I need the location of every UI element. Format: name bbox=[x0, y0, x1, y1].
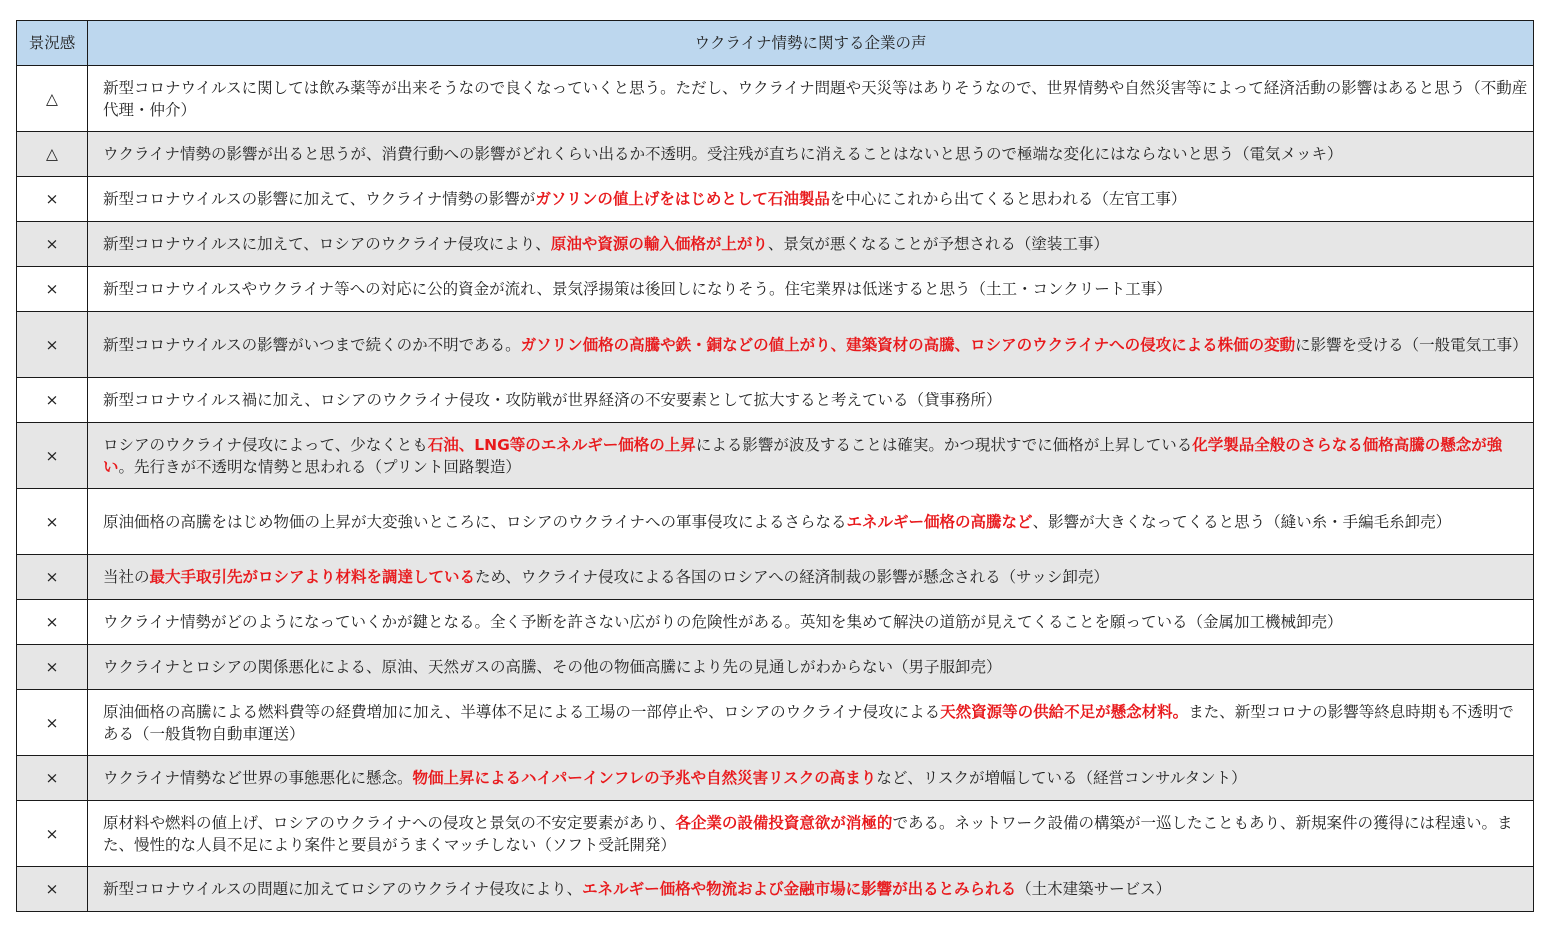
comment-cell bbox=[88, 423, 1534, 489]
table-row bbox=[17, 555, 1534, 600]
comment-cell bbox=[88, 600, 1534, 645]
comment-text: 新型コロナウイルスの影響に加えて、ウクライナ情勢の影響が bbox=[103, 190, 536, 208]
comment-text: 新型コロナウイルスやウクライナ等への対応に公的資金が流れ、景気浮揚策は後回しになりそう。住宅業界は低迷すると思う（土工・コンクリート工事） bbox=[103, 280, 1172, 298]
highlighted-text: 最大手取引先がロシアより材料を調達している bbox=[149, 568, 476, 586]
comment-text: 、景気が悪くなることが予想される（塗装工事） bbox=[767, 235, 1109, 253]
table-row bbox=[17, 132, 1534, 177]
comment-cell bbox=[88, 267, 1534, 312]
mood-mark: × bbox=[17, 489, 88, 555]
comment-cell bbox=[88, 690, 1534, 756]
comment-text: ロシアのウクライナ侵攻によって、少なくとも bbox=[103, 435, 428, 454]
table-row bbox=[17, 645, 1534, 690]
comment-text: 原油価格の高騰をはじめ物価の上昇が大変強いところに、ロシアのウクライナへの軍事侵攻によるさらなる bbox=[103, 512, 847, 531]
mood-mark: △ bbox=[17, 66, 88, 132]
mood-mark: × bbox=[17, 555, 88, 600]
corporate-voices-table bbox=[16, 20, 1534, 912]
highlighted-text: 天然資源等の供給不足が懸念材料。 bbox=[940, 702, 1189, 721]
mood-mark: × bbox=[17, 690, 88, 756]
comment-text: ため、ウクライナ侵攻による各国のロシアへの経済制裁の影響が懸念される（サッシ卸売） bbox=[475, 568, 1109, 586]
mood-mark: △ bbox=[17, 132, 88, 177]
mood-mark: × bbox=[17, 801, 88, 867]
comment-text: 原油価格の高騰による燃料費等の経費増加に加え、半導体不足による工場の一部停止や、ロシアのウクライナ侵攻による bbox=[103, 702, 941, 721]
table-row bbox=[17, 267, 1534, 312]
mood-mark: × bbox=[17, 645, 88, 690]
mood-mark: × bbox=[17, 423, 88, 489]
mood-mark: × bbox=[17, 222, 88, 267]
table-row bbox=[17, 690, 1534, 756]
table-header-row bbox=[17, 21, 1534, 66]
comment-cell bbox=[88, 378, 1534, 423]
table-row bbox=[17, 66, 1534, 132]
table-row bbox=[17, 423, 1534, 489]
table-row bbox=[17, 312, 1534, 378]
mood-mark: × bbox=[17, 756, 88, 801]
comment-text: 新型コロナウイルス禍に加え、ロシアのウクライナ侵攻・攻防戦が世界経済の不安要素として拡大すると考えている（貸事務所） bbox=[103, 391, 1002, 409]
header-comment: ウクライナ情勢に関する企業の声 bbox=[88, 21, 1534, 66]
table-row bbox=[17, 222, 1534, 267]
mood-mark: × bbox=[17, 378, 88, 423]
comment-cell bbox=[88, 489, 1534, 555]
highlighted-text: エネルギー価格の高騰など bbox=[846, 512, 1033, 531]
comment-cell bbox=[88, 66, 1534, 132]
mood-mark: × bbox=[17, 600, 88, 645]
comment-text: に影響を受ける（一般電気工事） bbox=[1295, 335, 1528, 354]
comment-cell bbox=[88, 132, 1534, 177]
comment-cell bbox=[88, 645, 1534, 690]
highlighted-text: ガソリンの値上げをはじめとして石油製品 bbox=[535, 190, 830, 208]
table-row bbox=[17, 867, 1534, 912]
comment-cell bbox=[88, 222, 1534, 267]
highlighted-text: 各企業の設備投資意欲が消極的 bbox=[675, 813, 893, 832]
comment-text: 当社の bbox=[103, 568, 150, 586]
comment-cell bbox=[88, 867, 1534, 912]
comment-text: 新型コロナウイルスの影響がいつまで続くのか不明である。 bbox=[103, 335, 521, 354]
comment-text: ウクライナ情勢の影響が出ると思うが、消費行動への影響がどれくらい出るか不透明。受注残が直ちに消えることはないと思うので極端な変化にはならないと思う（電気メッキ） bbox=[103, 145, 1343, 163]
comment-text: である。ネットワーク設備の構築が一巡したこともあり、新規案件の獲得には程遠い。また、慢性的な人員不足により案件と要員がうまくマッチしない（ソフト受託開発） bbox=[103, 813, 1513, 854]
comment-text: （土木建築サービス） bbox=[1016, 880, 1172, 898]
comment-text: 新型コロナウイルスに関しては飲み薬等が出来そうなので良くなっていくと思う。ただし、ウクライナ問題や天災等はありそうなので、世界情勢や自然災害等によって経済活動の影響はあると思う（不動産代理・仲介） bbox=[103, 78, 1528, 119]
comment-text: 新型コロナウイルスの問題に加えてロシアのウクライナ侵攻により、 bbox=[103, 880, 583, 898]
comment-text: 、影響が大きくなってくると思う（縫い糸・手編毛糸卸売） bbox=[1032, 512, 1452, 531]
comment-text: など、リスクが増幅している（経営コンサルタント） bbox=[876, 769, 1247, 787]
mood-mark: × bbox=[17, 312, 88, 378]
highlighted-text: 化学製品全般のさらなる価格高騰の懸念が強い bbox=[103, 435, 1503, 476]
comment-cell bbox=[88, 177, 1534, 222]
comment-text: 新型コロナウイルスに加えて、ロシアのウクライナ侵攻により、 bbox=[103, 235, 551, 253]
comment-text: ウクライナ情勢がどのようになっていくかが鍵となる。全く予断を許さない広がりの危険性がある。英知を集めて解決の道筋が見えてくることを願っている（金属加工機械卸売） bbox=[103, 613, 1343, 631]
table-row bbox=[17, 177, 1534, 222]
comment-cell bbox=[88, 312, 1534, 378]
comment-cell bbox=[88, 555, 1534, 600]
highlighted-text: ガソリン価格の高騰や鉄・銅などの値上がり、建築資材の高騰、ロシアのウクライナへの侵攻による株価の変動 bbox=[520, 335, 1296, 354]
highlighted-text: 物価上昇によるハイパーインフレの予兆や自然災害リスクの高まり bbox=[412, 769, 877, 787]
table-row bbox=[17, 756, 1534, 801]
comment-text: を中心にこれから出てくると思われる（左官工事） bbox=[829, 190, 1187, 208]
comment-text: 。先行きが不透明な情勢と思われる（プリント回路製造） bbox=[118, 457, 521, 476]
mood-mark: × bbox=[17, 867, 88, 912]
comment-text: ウクライナとロシアの関係悪化による、原油、天然ガスの高騰、その他の物価高騰により先の見通しがわからない（男子服卸売） bbox=[103, 658, 1002, 676]
comment-text: ウクライナ情勢など世界の事態悪化に懸念。 bbox=[103, 769, 413, 787]
comment-text: による影響が波及することは確実。かつ現状すでに価格が上昇している bbox=[695, 435, 1193, 454]
comment-text: 原材料や燃料の値上げ、ロシアのウクライナへの侵攻と景気の不安定要素があり、 bbox=[103, 813, 676, 832]
table-body bbox=[17, 66, 1534, 912]
comment-cell bbox=[88, 756, 1534, 801]
table-row bbox=[17, 600, 1534, 645]
highlighted-text: 原油や資源の輸入価格が上がり bbox=[550, 235, 768, 253]
header-mood: 景況感 bbox=[17, 21, 88, 66]
highlighted-text: 石油、LNG等のエネルギー価格の上昇 bbox=[427, 435, 696, 454]
highlighted-text: エネルギー価格や物流および金融市場に影響が出るとみられる bbox=[582, 880, 1017, 898]
table-row bbox=[17, 378, 1534, 423]
mood-mark: × bbox=[17, 267, 88, 312]
mood-mark: × bbox=[17, 177, 88, 222]
comment-text: また、新型コロナの影響等終息時期も不透明である（一般貨物自動車運送） bbox=[103, 702, 1514, 743]
comment-cell bbox=[88, 801, 1534, 867]
table-row bbox=[17, 489, 1534, 555]
table-row bbox=[17, 801, 1534, 867]
